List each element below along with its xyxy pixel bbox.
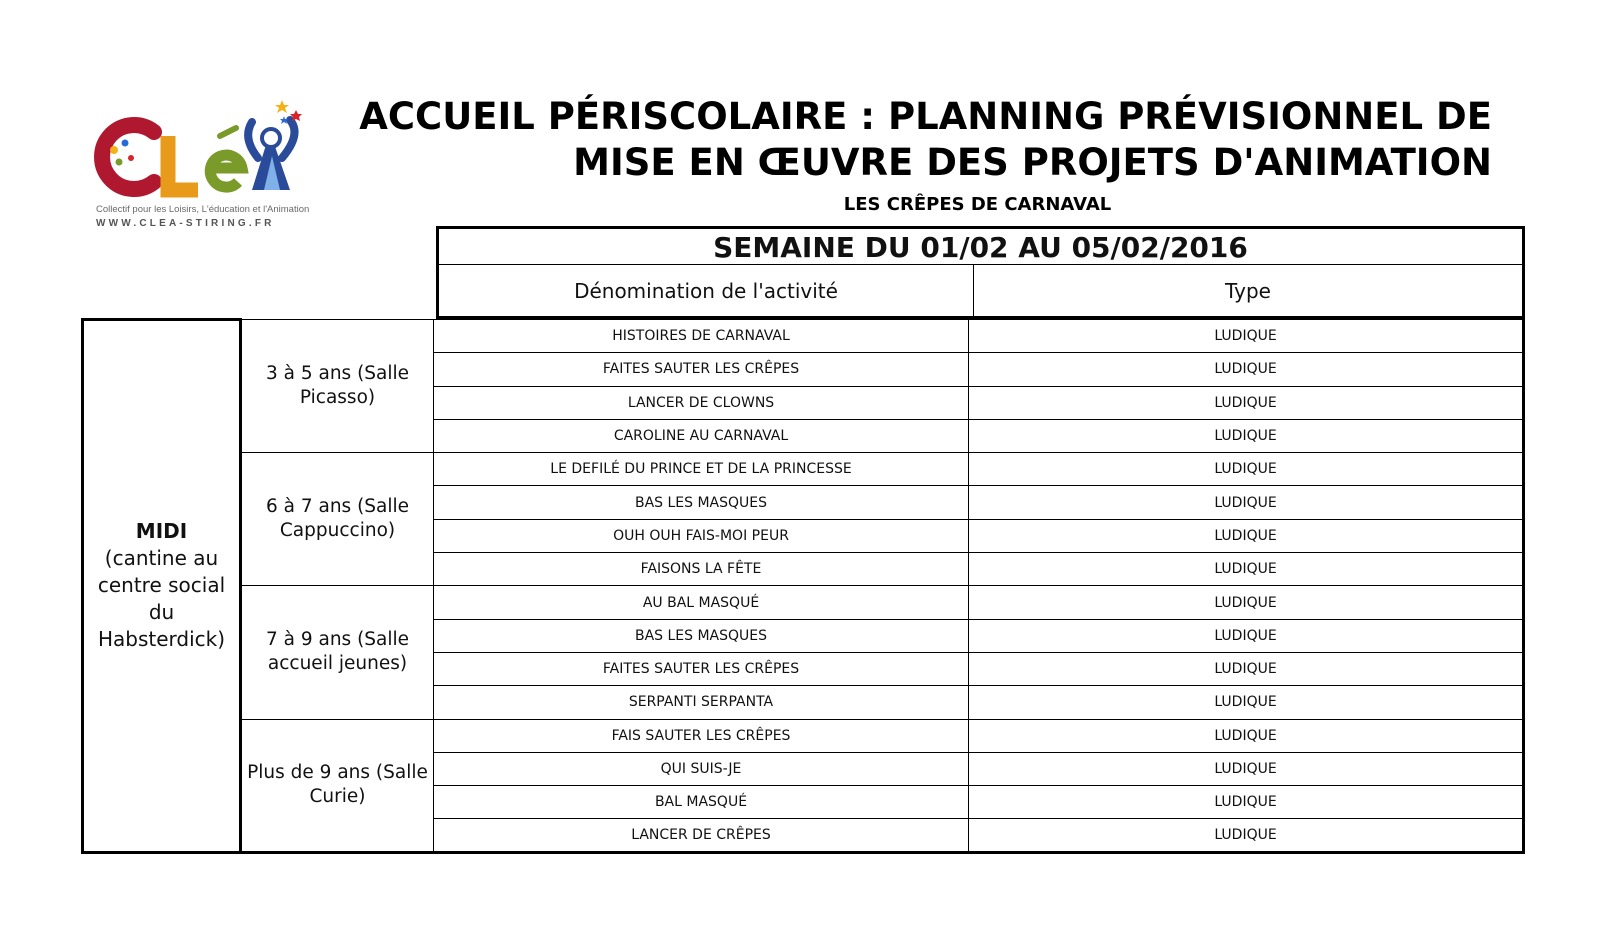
activity-cell: BAS LES MASQUES [434, 486, 969, 519]
logo-url: WWW.CLEA-STIRING.FR [96, 218, 275, 229]
activity-cell: QUI SUIS-JE [434, 752, 969, 785]
age-group-cell: 6 à 7 ans (Salle Cappuccino) [241, 453, 434, 586]
table-row [83, 719, 1524, 752]
page-title [359, 94, 1492, 186]
type-cell: LUDIQUE [969, 786, 1524, 819]
type-cell: LUDIQUE [969, 486, 1524, 519]
clea-logo [92, 98, 322, 233]
column-headers [436, 264, 1525, 319]
period-cell [83, 320, 241, 853]
type-cell: LUDIQUE [969, 553, 1524, 586]
activity-cell: LANCER DE CLOWNS [434, 386, 969, 419]
activity-cell: FAITES SAUTER LES CRÊPES [434, 353, 969, 386]
planning-table-body [83, 320, 1524, 853]
activity-cell: AU BAL MASQUÉ [434, 586, 969, 619]
clea-logo-graphic [92, 98, 322, 204]
activity-cell: LANCER DE CRÊPES [434, 819, 969, 852]
period-name: MIDI [135, 519, 188, 544]
type-cell: LUDIQUE [969, 586, 1524, 619]
activity-cell: LE DEFILÉ DU PRINCE ET DE LA PRINCESSE [434, 453, 969, 486]
title-line-1: ACCUEIL PÉRISCOLAIRE : PLANNING PRÉVISIONNEL DE [359, 95, 1492, 138]
type-cell: LUDIQUE [969, 320, 1524, 353]
type-cell: LUDIQUE [969, 619, 1524, 652]
activity-cell: OUH OUH FAIS-MOI PEUR [434, 519, 969, 552]
activity-cell: CAROLINE AU CARNAVAL [434, 419, 969, 452]
type-cell: LUDIQUE [969, 819, 1524, 852]
week-header: SEMAINE DU 01/02 AU 05/02/2016 [436, 226, 1525, 265]
activity-cell: FAIS SAUTER LES CRÊPES [434, 719, 969, 752]
activity-cell: FAITES SAUTER LES CRÊPES [434, 652, 969, 685]
activity-cell: BAS LES MASQUES [434, 619, 969, 652]
type-cell: LUDIQUE [969, 752, 1524, 785]
column-header-activity: Dénomination de l'activité [439, 265, 974, 316]
age-group-cell: Plus de 9 ans (Salle Curie) [241, 719, 434, 852]
activity-cell: SERPANTI SERPANTA [434, 686, 969, 719]
logo-tagline: Collectif pour les Loisirs, L'éducation et l'Animation [96, 204, 310, 215]
page-subtitle: LES CRÊPES DE CARNAVAL [843, 194, 1112, 215]
table-row [83, 453, 1524, 486]
age-group-cell: 7 à 9 ans (Salle accueil jeunes) [241, 586, 434, 719]
type-cell: LUDIQUE [969, 519, 1524, 552]
age-group-cell: 3 à 5 ans (Salle Picasso) [241, 320, 434, 453]
type-cell: LUDIQUE [969, 652, 1524, 685]
table-row [83, 586, 1524, 619]
type-cell: LUDIQUE [969, 453, 1524, 486]
column-header-type: Type [1225, 278, 1271, 303]
type-cell: LUDIQUE [969, 386, 1524, 419]
type-cell: LUDIQUE [969, 353, 1524, 386]
activity-cell: FAISONS LA FÊTE [434, 553, 969, 586]
title-line-2: MISE EN ŒUVRE DES PROJETS D'ANIMATION [573, 141, 1492, 184]
activity-cell: HISTOIRES DE CARNAVAL [434, 320, 969, 353]
type-cell: LUDIQUE [969, 419, 1524, 452]
type-cell: LUDIQUE [969, 719, 1524, 752]
table-row [83, 320, 1524, 353]
type-cell: LUDIQUE [969, 686, 1524, 719]
planning-table [81, 318, 1525, 854]
activity-cell: BAL MASQUÉ [434, 786, 969, 819]
period-detail: (cantine au centre social du Habsterdick) [97, 546, 226, 652]
